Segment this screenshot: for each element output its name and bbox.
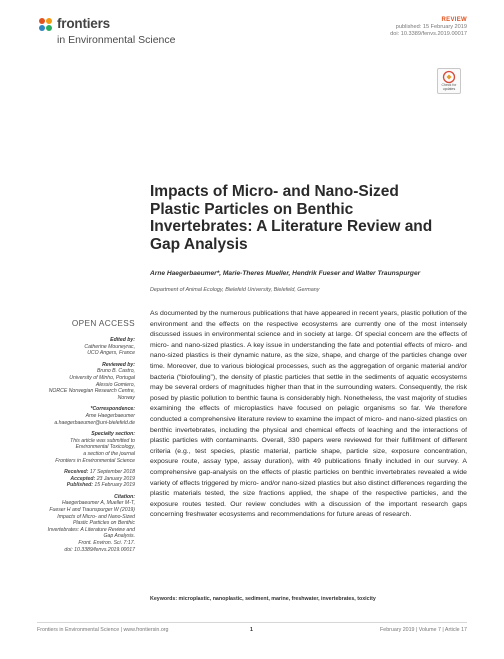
journal-name: frontiers — [57, 16, 110, 31]
specialty-line: This article was submitted to — [70, 437, 135, 444]
accepted-label: Accepted: — [70, 475, 96, 482]
footer-journal-link[interactable]: Frontiers in Environmental Science | www.frontiersin.org — [37, 627, 169, 633]
published-date-side: 15 February 2019 — [94, 482, 135, 489]
journal-subtitle: in Environmental Science — [57, 34, 176, 46]
editor-line: UCO Angers, France — [87, 350, 135, 357]
journal-logo[interactable] — [37, 16, 207, 52]
crossmark-label-2: updates — [442, 87, 456, 91]
correspondence-label: *Correspondence: — [90, 406, 135, 413]
citation-label: Citation: — [114, 493, 135, 500]
open-access-label: OPEN ACCESS — [71, 319, 135, 328]
doi[interactable]: doi: 10.3389/fenvs.2019.00017 — [390, 31, 467, 37]
reviewer-line: University of Minho, Portugal — [69, 374, 135, 381]
article-meta — [390, 17, 467, 38]
specialty-label: Specialty section: — [91, 431, 135, 438]
abstract: As documented by the numerous publications that have appeared in recent years, plastic pollution of the environment and the effects on the respective ecosystems are currently one of the most intensely discussed issues in environmental science and in society at large. Of special concern are the effects of micro- and nano-sized plastics. A key issue in understanding the fate and potential effects of micro- and nano-sized plastics is their dynamic nature, as the size, shape, and charge of the particles change over time. Moreover, due to various biological processes, such as the aggregation of organic material and/or bacteria (“biofouling”), the density of plastic particles that settle in the sediments of aquatic ecosystems may be several orders of magnitudes higher than that in the surrounding waters. Consequently, the risk posed by plastic pollution to benthic fauna is considerably high. Nonetheless, the vast majority of studies examining the effects of microplastics have focused on pelagic organisms so far. We therefore conducted a comprehensive literature review to examine the impact of micro- and nano-sized plastics on benthic invertebrates, including the physical and chemical effects of leaching and the interactions of plastic particles with contaminants. Overall, 330 papers were reviewed for their fulfillment of different criteria (e.g., test species, plastic material, particle shape, particle size, exposure concentration, exposure route, assay type, assay duration), with 49 publications finally included in our survey. A comprehensive gap-analysis on the effects of plastic particles on benthic invertebrates revealed a wide variety of effects triggered by micro- and/or nano-sized plastics but also distinct differences regarding the plastic materials tested, the size fractions applied, the shape of the respective particles, and the exposure routes tested. Our review concludes with a discussion of the important research gaps concerning freshwater ecosystems and recommendations for future areas of research. — [150, 310, 467, 519]
crossmark-button[interactable] — [437, 68, 461, 94]
citation-line: Impacts of Micro- and Nano-Sized — [57, 513, 135, 520]
keywords: Keywords: microplastic, nanoplastic, sediment, marine, freshwater, invertebrates, toxicity — [150, 596, 376, 602]
specialty-line: a section of the journal — [83, 450, 135, 457]
footer-divider — [37, 622, 467, 623]
specialty-line: Frontiers in Environmental Science — [55, 457, 135, 464]
reviewer-line: NORCE Norwegian Research Centre, — [48, 388, 135, 395]
footer-issue-info: February 2019 | Volume 7 | Article 17 — [380, 627, 467, 633]
reviewer-line: Bruno B. Castro, — [96, 368, 135, 375]
received-label: Received: — [64, 469, 89, 476]
reviewer-line: Norway — [117, 394, 135, 401]
received-date: 17 September 2018 — [89, 469, 135, 476]
correspondence-email[interactable]: a.haegerbaeumer@uni-bielefeld.de — [54, 419, 135, 426]
received-row — [30, 469, 135, 476]
reviewed-by-label: Reviewed by: — [102, 361, 135, 368]
citation-line: Front. Environ. Sci. 7:17. — [78, 540, 135, 547]
accepted-row — [30, 476, 135, 483]
published-date: published: 15 February 2019 — [395, 24, 467, 30]
edited-by-label: Edited by: — [110, 337, 135, 343]
page-number: 1 — [250, 627, 253, 633]
citation-line: Plastic Particles on Benthic — [72, 520, 135, 527]
crossmark-icon — [438, 70, 460, 84]
citation-doi[interactable]: doi: 10.3389/fenvs.2019.00017 — [64, 546, 135, 553]
correspondence-name: Arne Haegerbaeumer — [85, 412, 135, 419]
article-type: REVIEW — [441, 17, 467, 23]
frontiers-logo-icon — [37, 16, 55, 34]
authors: Arne Haegerbaeumer*, Marie-Theres Mueller, Hendrik Fueser and Walter Traunspurger — [150, 270, 421, 277]
published-label: Published: — [66, 482, 93, 489]
citation-line: Fueser H and Traunspurger W (2019) — [49, 507, 135, 514]
citation-line: Gap Analysis. — [103, 533, 135, 540]
affiliation: Department of Animal Ecology, Bielefeld University, Bielefeld, Germany — [150, 287, 320, 293]
accepted-date: 23 January 2019 — [96, 475, 135, 482]
editor-line: Catherine Mouneyrac, — [84, 343, 135, 350]
published-row — [30, 482, 135, 489]
reviewer-line: Alessio Gomiero, — [95, 381, 135, 388]
citation-line: Invertebrates: A Literature Review and — [47, 526, 135, 533]
article-title: Impacts of Micro- and Nano-Sized Plastic Particles on Benthic Invertebrates: A Literature Review and Gap Analysis — [150, 183, 433, 253]
citation-line: Haegerbaeumer A, Mueller M-T, — [61, 500, 135, 507]
crossmark-label-1: Check for — [441, 83, 457, 87]
specialty-line: Environmental Toxicology, — [75, 444, 135, 451]
sidebar — [30, 337, 135, 558]
